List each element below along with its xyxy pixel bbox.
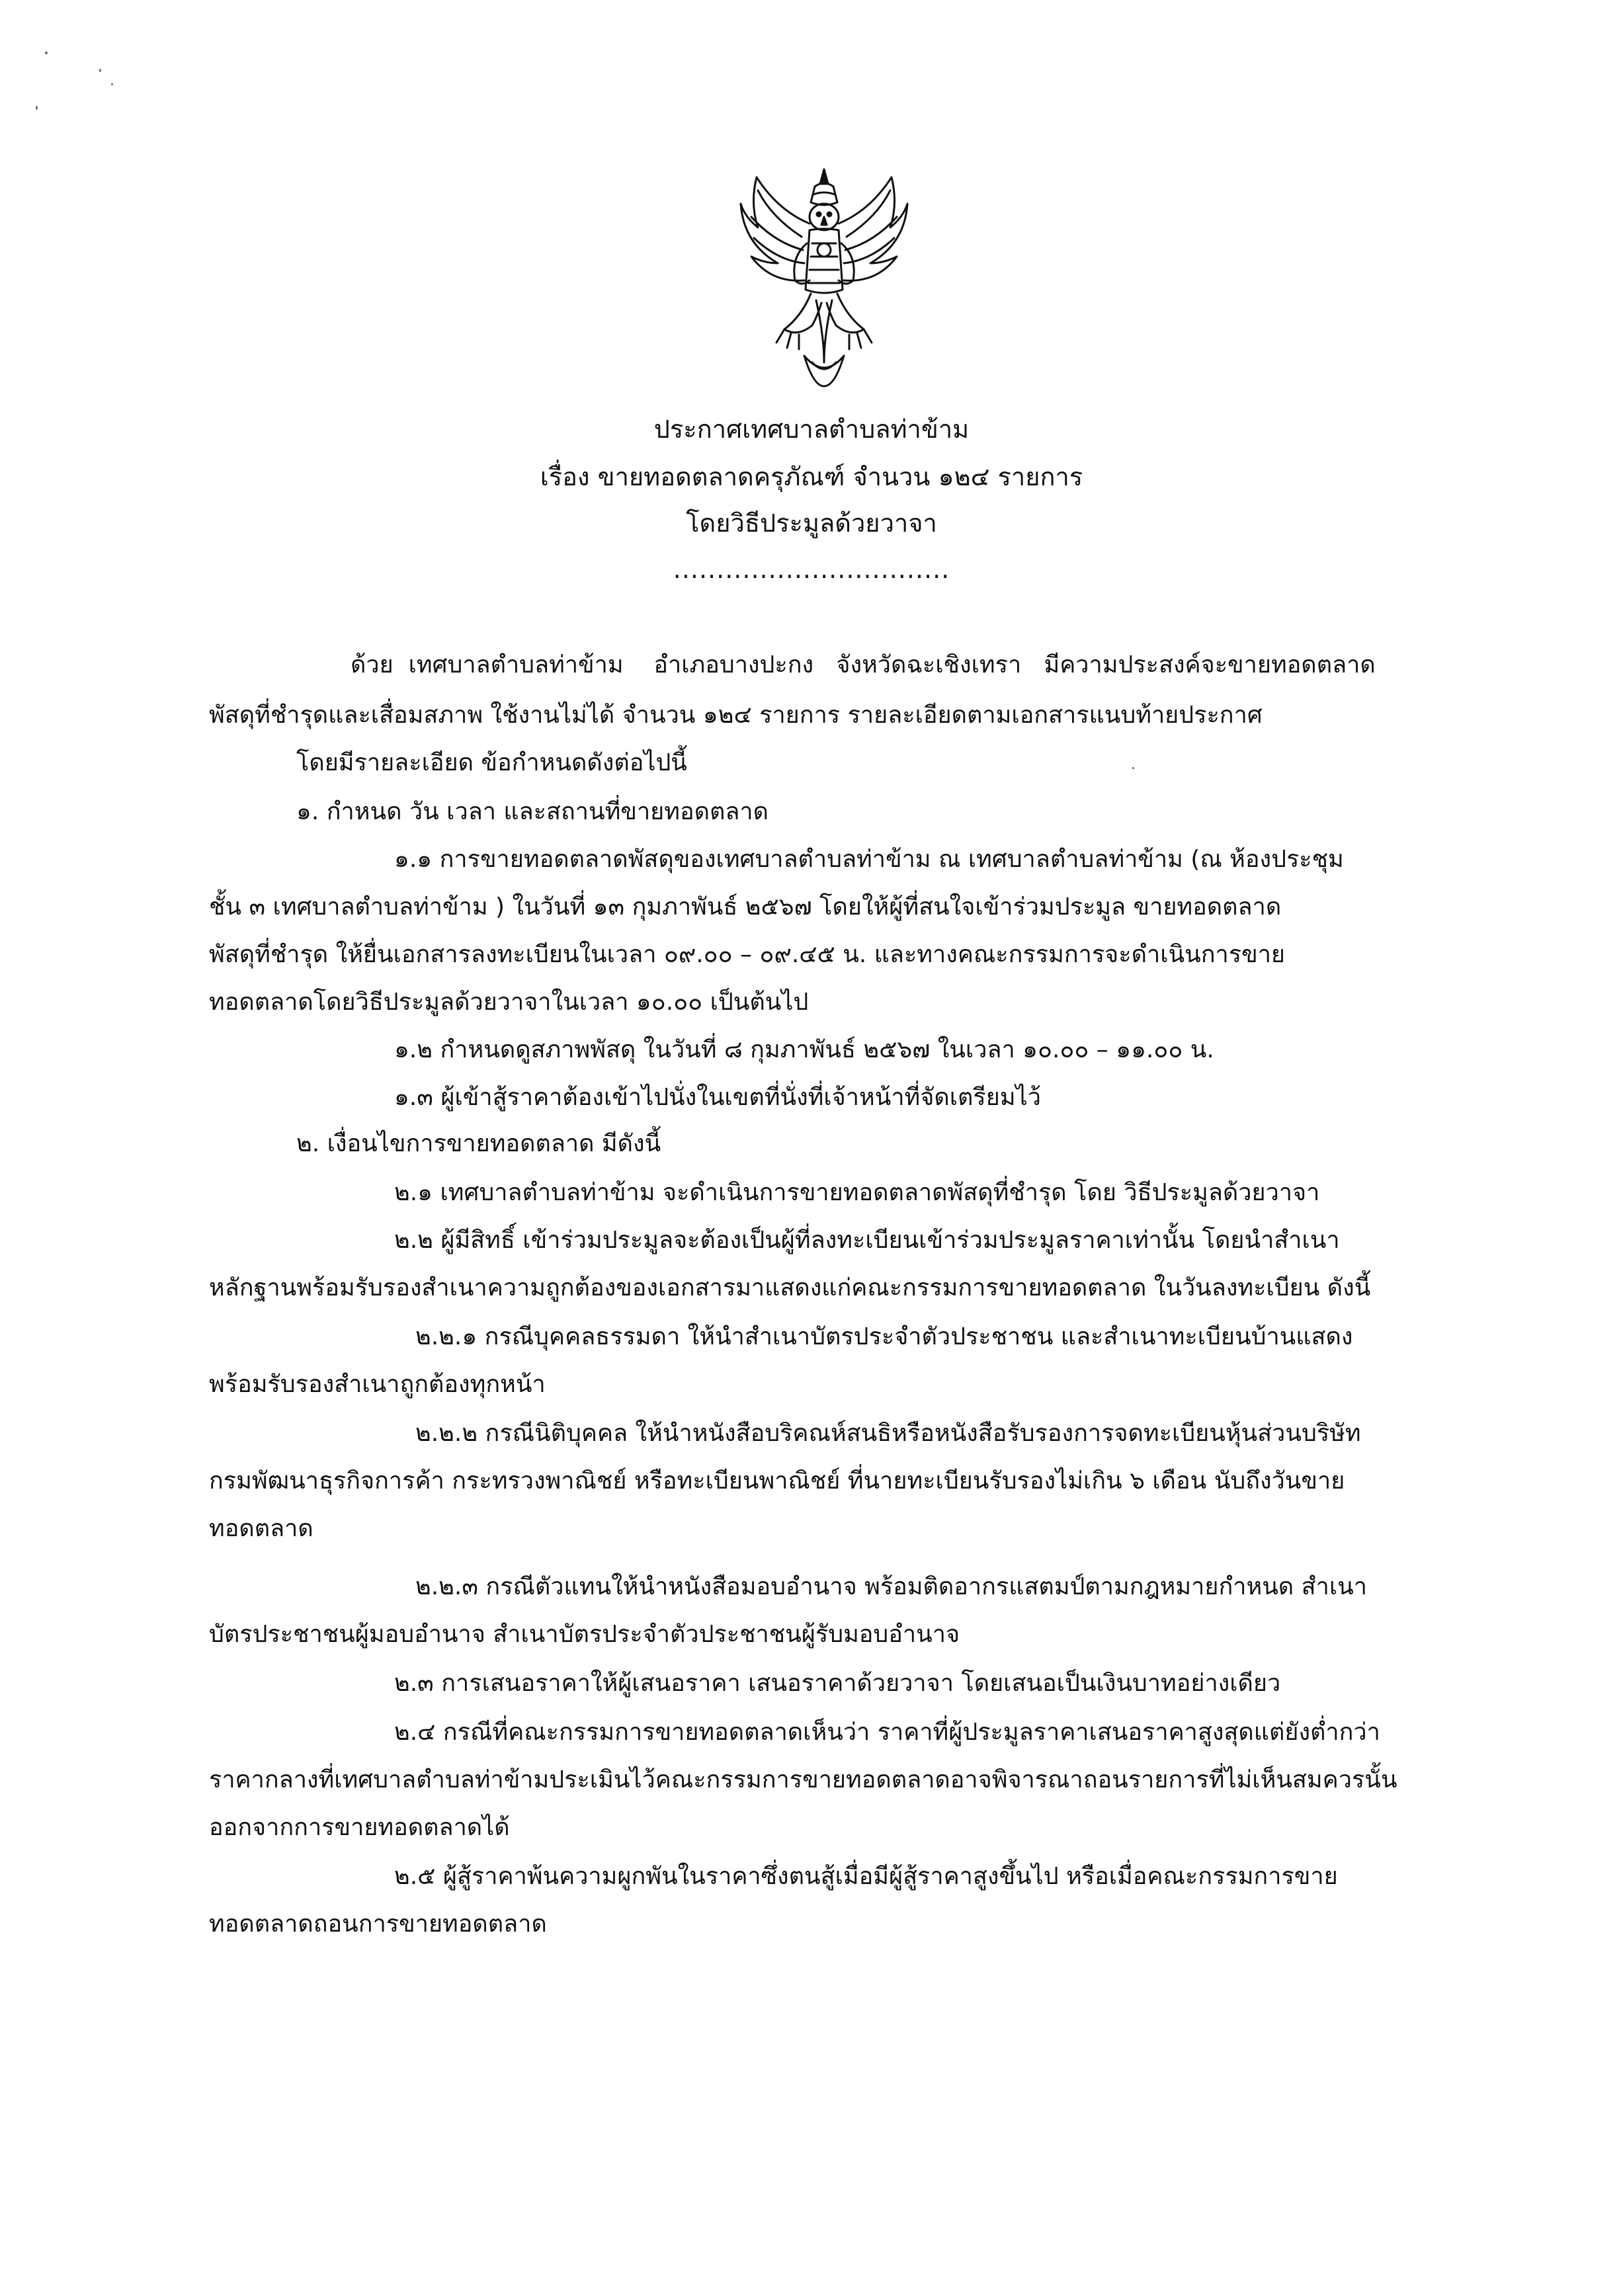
announcement-title: ประกาศเทศบาลตำบลท่าข้าม	[653, 415, 970, 444]
item-2-2-2-line-2: กรมพัฒนาธุรกิจการค้า กระทรวงพาณิชย์ หรือทะเบียนพาณิชย์ ที่นายทะเบียนรับรองไม่เกิน ๖ เดือน นับถึงวันขาย	[209, 1467, 1345, 1495]
item-2-5-line-1: ๒.๕ ผู้สู้ราคาพ้นความผูกพันในราคาซึ่งตนสู้เมื่อมีผู้สู้ราคาสูงขึ้นไป หรือเมื่อคณะกรรมการขาย	[394, 1863, 1338, 1890]
item-2-2-line-1: ๒.๒ ผู้มีสิทธิ์ เข้าร่วมประมูลจะต้องเป็นผู้ที่ลงทะเบียนเข้าร่วมประมูลราคาเท่านั้น โดยนำสำเนา	[394, 1227, 1340, 1254]
section-1-heading: ๑. กำหนด วัน เวลา และสถานที่ขายทอดตลาด	[296, 798, 769, 825]
item-1-2: ๑.๒ กำหนดดูสภาพพัสดุ ในวันที่ ๘ กุมภาพันธ์ ๒๕๖๗ ในเวลา ๑๐.๐๐ – ๑๑.๐๐ น.	[394, 1036, 1214, 1063]
item-2-1: ๒.๑ เทศบาลตำบลท่าข้าม จะดำเนินการขายทอดตลาดพัสดุที่ชำรุด โดย วิธีประมูลด้วยวาจา	[394, 1179, 1320, 1206]
item-1-1-line-1: ๑.๑ การขายทอดตลาดพัสดุของเทศบาลตำบลท่าข้าม ณ เทศบาลตำบลท่าข้าม (ณ ห้องประชุม	[394, 846, 1344, 873]
garuda-emblem	[738, 164, 910, 389]
intro-line-1: ด้วย เทศบาลตำบลท่าข้าม อำเภอบางปะกง จังหวัดฉะเชิงเทรา มีความประสงค์จะขายทอดตลาด	[351, 651, 1376, 678]
header-dotted-divider: ................................	[673, 555, 950, 584]
scan-speck	[45, 52, 48, 54]
scan-speck	[1132, 767, 1134, 769]
scan-speck	[99, 69, 101, 72]
scan-speck	[36, 106, 38, 110]
intro-line-3: โดยมีรายละเอียด ข้อกำหนดดังต่อไปนี้	[296, 749, 687, 776]
announcement-subject: เรื่อง ขายทอดตลาดครุภัณฑ์ จำนวน ๑๒๔ รายการ	[540, 462, 1083, 491]
item-2-4-line-3: ออกจากการขายทอดตลาดได้	[209, 1814, 510, 1841]
item-2-2-2-line-3: ทอดตลาด	[209, 1515, 313, 1542]
item-2-2-line-2: หลักฐานพร้อมรับรองสำเนาความถูกต้องของเอกสารมาแสดงแก่คณะกรรมการขายทอดตลาด ในวันลงทะเบียน ดังนี้	[209, 1274, 1371, 1301]
intro-line-2: พัสดุที่ชำรุดและเสื่อมสภาพ ใช้งานไม่ได้ จำนวน ๑๒๔ รายการ รายละเอียดตามเอกสารแนบท้ายประกาศ	[209, 702, 1263, 729]
item-1-3: ๑.๓ ผู้เข้าสู้ราคาต้องเข้าไปนั่งในเขตที่นั่งที่เจ้าหน้าที่จัดเตรียมไว้	[394, 1084, 1041, 1111]
item-2-3: ๒.๓ การเสนอราคาให้ผู้เสนอราคา เสนอราคาด้วยวาจา โดยเสนอเป็นเงินบาทอย่างเดียว	[394, 1670, 1281, 1697]
item-2-4-line-1: ๒.๔ กรณีที่คณะกรรมการขายทอดตลาดเห็นว่า ราคาที่ผู้ประมูลราคาเสนอราคาสูงสุดแต่ยังต่ำกว่า	[394, 1719, 1380, 1746]
item-2-2-1-line-1: ๒.๒.๑ กรณีบุคคลธรรมดา ให้นำสำเนาบัตรประจำตัวประชาชน และสำเนาทะเบียนบ้านแสดง	[415, 1323, 1353, 1350]
item-2-2-3-line-1: ๒.๒.๓ กรณีตัวแทนให้นำหนังสือมอบอำนาจ พร้อมติดอากรแสตมป์ตามกฎหมายกำหนด สำเนา	[415, 1573, 1367, 1600]
item-1-1-line-2: ชั้น ๓ เทศบาลตำบลท่าข้าม ) ในวันที่ ๑๓ กุมภาพันธ์ ๒๕๖๗ โดยให้ผู้ที่สนใจเข้าร่วมประมูล ขายทอดตลาด	[209, 893, 1282, 921]
item-2-2-2-line-1: ๒.๒.๒ กรณีนิติบุคคล ให้นำหนังสือบริคณห์สนธิหรือหนังสือรับรองการจดทะเบียนหุ้นส่วนบริษัท	[415, 1420, 1361, 1447]
item-1-1-line-4: ทอดตลาดโดยวิธีประมูลด้วยวาจาในเวลา ๑๐.๐๐ เป็นต้นไป	[209, 989, 809, 1016]
section-2-heading: ๒. เงื่อนไขการขายทอดตลาด มีดังนี้	[296, 1130, 661, 1157]
item-2-2-3-line-2: บัตรประชาชนผู้มอบอำนาจ สำเนาบัตรประจำตัวประชาชนผู้รับมอบอำนาจ	[209, 1621, 960, 1648]
item-1-1-line-3: พัสดุที่ชำรุด ให้ยื่นเอกสารลงทะเบียนในเวลา ๐๙.๐๐ – ๐๙.๔๕ น. และทางคณะกรรมการจะดำเนินการขาย	[209, 941, 1285, 968]
item-2-4-line-2: ราคากลางที่เทศบาลตำบลท่าข้ามประเมินไว้คณะกรรมการขายทอดตลาดอาจพิจารณาถอนรายการที่ไม่เห็นสมควรนั้น	[209, 1766, 1397, 1793]
item-2-5-line-2: ทอดตลาดถอนการขายทอดตลาด	[209, 1910, 547, 1938]
announcement-method: โดยวิธีประมูลด้วยวาจา	[686, 509, 937, 538]
item-2-2-1-line-2: พร้อมรับรองสำเนาถูกต้องทุกหน้า	[209, 1371, 546, 1398]
scan-speck	[111, 83, 113, 85]
